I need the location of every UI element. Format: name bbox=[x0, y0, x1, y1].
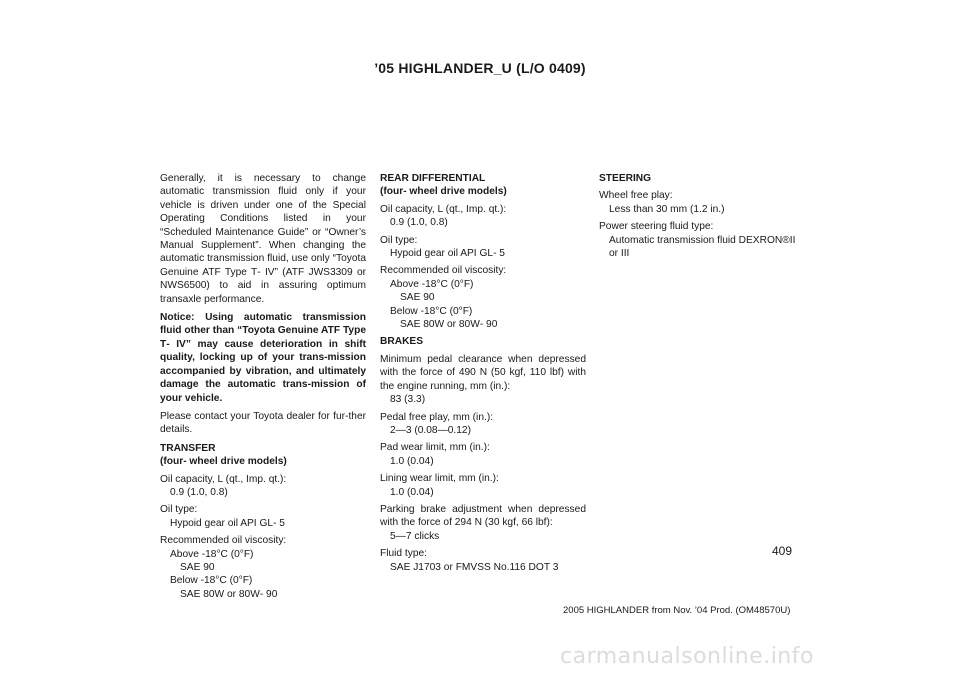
spec-value: 2—3 (0.08—0.12) bbox=[390, 424, 471, 436]
spec-label: Fluid type: bbox=[380, 548, 427, 560]
spec-value: 0.9 (1.0, 0.8) bbox=[170, 486, 228, 498]
spec-value: Hypoid gear oil API GL‑ 5 bbox=[170, 517, 285, 529]
brake-pad-wear-limit bbox=[380, 441, 586, 468]
rear-oil-type bbox=[380, 234, 586, 261]
steering-heading: STEERING bbox=[599, 173, 652, 184]
atf-intro-paragraph: Generally, it is necessary to change automatic transmission fluid only if your vehicle is driven under one of the Special Operating Conditions listed in your “Scheduled Maintenance Guide” or “Owner’s Manual Supplement”. When changing the automatic transmission fluid, use only “Toyota Genuine ATF Type T‑ IV” (ATF JWS3309 or NWS6500) to aid in assuring optimum transaxle performance. bbox=[160, 173, 366, 305]
rear-oil-viscosity bbox=[380, 264, 586, 331]
spec-label: Oil capacity, L (qt., Imp. qt.): bbox=[380, 203, 507, 215]
brake-pedal-clearance bbox=[380, 353, 586, 407]
page-header: ’05 HIGHLANDER_U (L/O 0409) bbox=[374, 60, 586, 76]
transfer-heading: TRANSFER bbox=[160, 442, 216, 454]
rear-differential-subheading: (four‑ wheel drive models) bbox=[380, 186, 507, 198]
transfer-subheading: (four‑ wheel drive models) bbox=[160, 456, 287, 468]
spec-label: Power steering fluid type: bbox=[599, 221, 714, 233]
brake-pedal-free-play bbox=[380, 411, 586, 438]
spec-value: 1.0 (0.04) bbox=[390, 455, 434, 467]
spec-value: Automatic transmission fluid DEXRON®II or III bbox=[609, 234, 796, 260]
spec-value: 83 (3.3) bbox=[390, 394, 426, 406]
column-right bbox=[599, 172, 805, 264]
spec-value: SAE J1703 or FMVSS No.116 DOT 3 bbox=[390, 561, 559, 573]
watermark-text: carmanualsonline.info bbox=[560, 644, 814, 669]
rear-differential-heading: REAR DIFFERENTIAL bbox=[380, 173, 486, 184]
spec-label: Oil type: bbox=[160, 504, 198, 516]
spec-label: Lining wear limit, mm (in.): bbox=[380, 473, 499, 485]
transfer-oil-type bbox=[160, 503, 366, 530]
spec-value: Less than 30 mm (1.2 in.) bbox=[609, 203, 725, 215]
brake-lining-wear-limit bbox=[380, 472, 586, 499]
spec-label: Minimum pedal clearance when depressed with the force of 490 N (50 kgf, 110 lbf) with the engine running, mm (in.): bbox=[380, 353, 586, 392]
contact-dealer-paragraph: Please contact your Toyota dealer for fur-ther details. bbox=[160, 410, 366, 436]
spec-label: Oil capacity, L (qt., Imp. qt.): bbox=[160, 473, 287, 485]
spec-label: Oil type: bbox=[380, 234, 418, 246]
spec-label: Recommended oil viscosity: bbox=[160, 535, 287, 547]
spec-label: Parking brake adjustment when depressed with the force of 294 N (30 kgf, 66 lbf): bbox=[380, 503, 586, 529]
spec-value: Below ‑18°C (0°F) bbox=[390, 305, 473, 317]
page-footer: 2005 HIGHLANDER from Nov. ’04 Prod. (OM48570U) bbox=[563, 605, 791, 616]
column-middle bbox=[380, 172, 586, 578]
rear-oil-capacity bbox=[380, 203, 586, 230]
spec-value: Above ‑18°C (0°F) bbox=[390, 278, 474, 290]
power-steering-fluid-type bbox=[599, 220, 805, 260]
spec-value: Above ‑18°C (0°F) bbox=[170, 548, 254, 560]
spec-value: 0.9 (1.0, 0.8) bbox=[390, 217, 448, 229]
steering-wheel-free-play bbox=[599, 189, 805, 216]
transfer-oil-viscosity bbox=[160, 534, 366, 601]
spec-label: Wheel free play: bbox=[599, 190, 673, 202]
spec-value: 1.0 (0.04) bbox=[390, 486, 434, 498]
spec-value: SAE 90 bbox=[180, 561, 215, 573]
spec-label: Recommended oil viscosity: bbox=[380, 265, 507, 277]
atf-notice-paragraph: Notice: Using automatic transmission fluid other than “Toyota Genuine ATF Type T‑ IV” may cause deterioration in shift quality, locking up of your trans-mission accompanied by vibration, and ultimately damage the automatic trans-mission of your vehicle. bbox=[160, 312, 366, 404]
spec-value: SAE 80W or 80W‑ 90 bbox=[400, 319, 498, 331]
spec-value: SAE 80W or 80W‑ 90 bbox=[180, 588, 278, 600]
brake-fluid-type bbox=[380, 547, 586, 574]
parking-brake-adjustment bbox=[380, 503, 586, 543]
transfer-oil-capacity bbox=[160, 473, 366, 500]
spec-label: Pedal free play, mm (in.): bbox=[380, 411, 494, 423]
page-number: 409 bbox=[772, 544, 793, 558]
spec-value: Below ‑18°C (0°F) bbox=[170, 575, 253, 587]
spec-value: SAE 90 bbox=[400, 292, 435, 304]
column-left bbox=[160, 172, 366, 605]
brakes-heading: BRAKES bbox=[380, 336, 424, 348]
spec-value: 5—7 clicks bbox=[390, 530, 440, 542]
spec-label: Pad wear limit, mm (in.): bbox=[380, 442, 490, 454]
spec-value: Hypoid gear oil API GL‑ 5 bbox=[390, 248, 505, 260]
